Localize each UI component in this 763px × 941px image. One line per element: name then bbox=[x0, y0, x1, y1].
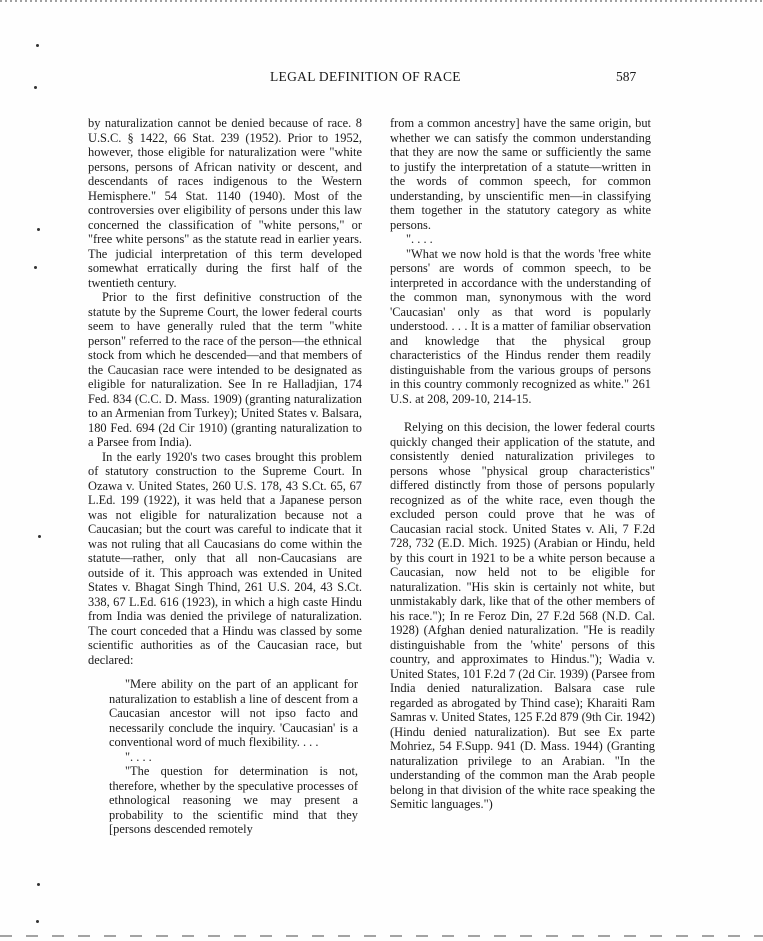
paragraph-naturalization-intro: by naturalization cannot be denied because of race. 8 U.S.C. § 1422, 66 Stat. 239 (1952). Prior to 1952, however, those eligible for naturalization were "white persons, persons of African nativity or descent, and descendants of races indigenous to the Western Hemisphere." 54 Stat. 1140 (1940). Most of the controversies over eligibility of persons under this law concerned the classification of "white persons," or "free white persons" as the statute read in earlier years. The judicial interpretation of this term developed somewhat erratically during the first half of the twentieth century. bbox=[88, 116, 362, 290]
running-title: LEGAL DEFINITION OF RACE bbox=[270, 69, 461, 84]
quote-ellipsis-2: ". . . . bbox=[406, 232, 433, 246]
scan-margin-marks bbox=[0, 0, 60, 941]
scan-edge-bottom bbox=[0, 935, 763, 937]
page-header bbox=[88, 69, 708, 89]
quote-question-for-determination: "The question for determination is not, therefore, whether by the speculative processes of ethnological reasoning we may present a probability to the scientific mind that they [persons descended remotely bbox=[109, 764, 358, 836]
quote-common-ancestry: from a common ancestry] have the same origin, but whether we can satisfy the common understanding that they are now the same or sufficiently the same to justify the interpretation of a statute—written in the words of common speech, for common understanding, by unscientific men—in classifying them together in the statutory category as white persons. bbox=[390, 116, 651, 232]
right-column bbox=[390, 116, 655, 812]
quote-ellipsis: ". . . . bbox=[125, 749, 152, 764]
paragraph-relying-on-decision: Relying on this decision, the lower federal courts quickly changed their application of the statute, and consistently denied naturalization privileges to persons whose "physical group characteristics" differed distinctly from those of persons popularly recognized as of the white race, even though the excluded person could prove that he was of Caucasian racial stock. United States v. Ali, 7 F.2d 728, 732 (E.D. Mich. 1925) (Arabian or Hindu, held by this court in 1921 to be a white person because a Caucasian, now held not to be eligible for naturalization. "His skin is certainly not white, but unmistakably dark, like that of the other members of his race."); In re Feroz Din, 27 F.2d 568 (N.D. Cal. 1928) (Afghan denied naturalization. "He is readily distinguishable from the 'white' persons of this country, and approximates to Hindus."); Wadia v. United States, 101 F.2d 7 (2d Cir. 1939) (Parsee from India denied naturalization. Balsara case rule regarded as abrogated by Thind case); Kharaiti Ram Samras v. United States, 125 F.2d 879 (9th Cir. 1942) (Hindu denied naturalization). But see Ex parte Mohriez, 54 F.Supp. 941 (D. Mass. 1944) (Granting naturalization privilege to an Arabian. "In the understanding of the common man the Arab people belong in that division of the white race speaking the Semitic languages.") bbox=[390, 420, 655, 811]
paragraph-supreme-court-cases: In the early 1920's two cases brought this problem of statutory construction to the Supreme Court. In Ozawa v. United States, 260 U.S. 178, 43 S.Ct. 65, 67 L.Ed. 199 (1922), it was held that a Japanese person was not eligible for naturalization because not a Caucasian; but the court was careful to indicate that it was not ruling that all Caucasians do come within the statute—rather, only that all non-Caucasians are outside of it. This approach was extended in United States v. Bhagat Singh Thind, 261 U.S. 204, 43 S.Ct. 338, 67 L.Ed. 616 (1923), in which a high caste Hindu from India was denied the privilege of naturalization. The court conceded that a Hindu was classed by some scientific authorities as of the Caucasian race, but declared: bbox=[88, 449, 362, 667]
left-column bbox=[88, 116, 362, 837]
quote-mere-ability: "Mere ability on the part of an applicant for naturalization to establish a line of descent from a Caucasian ancestor will not ipso facto and necessarily conclude the inquiry. 'Caucasian' is a conventional word of much flexibility. . . . bbox=[109, 677, 358, 749]
page-number: 587 bbox=[616, 69, 637, 84]
paragraph-lower-courts: Prior to the first definitive construction of the statute by the Supreme Court, the lower federal courts seem to have generally ruled that the term "white person" referred to the race of the person—the ethnical stock from which he descended—and that members of the Caucasian race were intended to be designated as eligible for naturalization. See In re Halladjian, 174 Fed. 834 (C.C. D. Mass. 1909) (granting naturalization to an Armenian from Turkey); United States v. Balsara, 180 Fed. 694 (2d Cir 1910) (granting naturalization to a Parsee from India). bbox=[88, 290, 362, 449]
quote-what-we-now-hold: "What we now hold is that the words 'free white persons' are words of common speech, to be interpreted in accordance with the understanding of the common man, synonymous with the word 'Caucasian' only as that word is popularly understood. . . . It is a matter of familiar observation and knowledge that the physical group characteristics of the Hindus render them readily distinguishable from the various groups of persons in this country commonly recognized as white." 261 U.S. at 208, 209-10, 214-15. bbox=[390, 246, 651, 406]
scan-edge-top bbox=[0, 0, 763, 2]
